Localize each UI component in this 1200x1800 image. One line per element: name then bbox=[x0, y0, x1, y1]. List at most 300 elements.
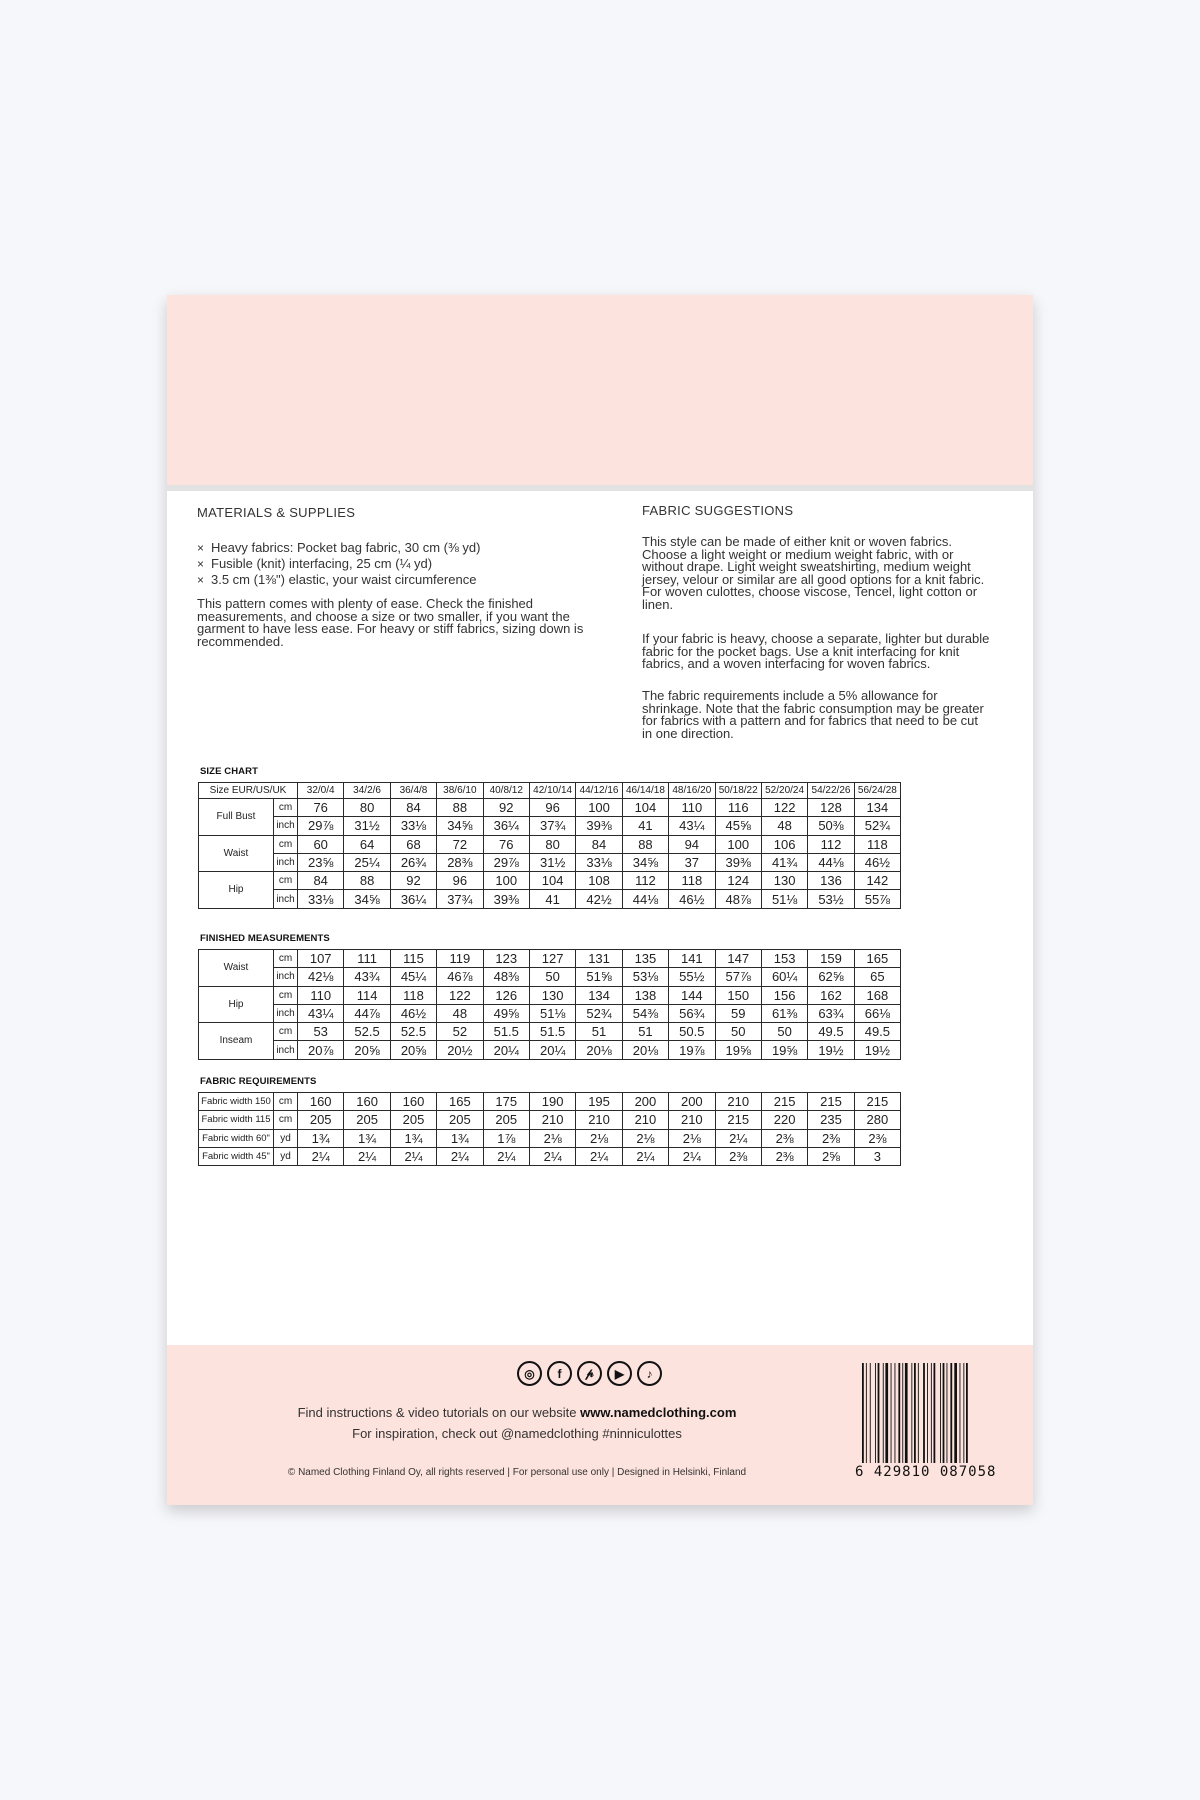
finished-cell: 19⅝ bbox=[761, 1041, 807, 1059]
size-chart-cell: 23⅝ bbox=[298, 853, 344, 871]
fabric-suggestions-paragraph-3 bbox=[642, 690, 1012, 740]
finished-cell: 51 bbox=[622, 1023, 668, 1041]
finished-cell: 168 bbox=[854, 986, 900, 1004]
finished-cell: 51⅝ bbox=[576, 968, 622, 986]
size-chart-cell: 45⅝ bbox=[715, 817, 761, 835]
finished-cell: 45¼ bbox=[390, 968, 436, 986]
barcode-number: 6 429810 087058 bbox=[855, 1464, 997, 1480]
size-header-cell: 38/6/10 bbox=[437, 783, 483, 799]
fabric-suggestions-paragraph-2 bbox=[642, 633, 1012, 671]
barcode-bar bbox=[911, 1363, 912, 1463]
fabric-p3-line: in one direction. bbox=[642, 725, 734, 741]
barcode-bar bbox=[878, 1363, 880, 1463]
fabric-req-unit: yd bbox=[274, 1129, 298, 1147]
size-chart-cell: 92 bbox=[390, 872, 436, 890]
finished-cell: 49.5 bbox=[808, 1023, 854, 1041]
fabric-req-cell: 200 bbox=[669, 1093, 715, 1111]
size-chart-cell: 104 bbox=[622, 799, 668, 817]
barcode-bar bbox=[870, 1363, 871, 1463]
finished-cell: 20⅝ bbox=[344, 1041, 390, 1059]
size-chart-unit: cm bbox=[274, 835, 298, 853]
size-chart-cell: 112 bbox=[808, 835, 854, 853]
size-chart-cell: 33⅛ bbox=[390, 817, 436, 835]
size-chart-cell: 43¼ bbox=[669, 817, 715, 835]
size-chart-cell: 118 bbox=[669, 872, 715, 890]
barcode bbox=[862, 1363, 1002, 1473]
finished-cell: 111 bbox=[344, 950, 390, 968]
size-chart-label: Hip bbox=[199, 872, 274, 909]
barcode-bar bbox=[862, 1363, 864, 1463]
size-chart-cell: 88 bbox=[344, 872, 390, 890]
fabric-p1-line: This style can be made of either knit or woven fabrics. bbox=[642, 534, 952, 549]
finished-cell: 119 bbox=[437, 950, 483, 968]
finished-cell: 165 bbox=[854, 950, 900, 968]
fabric-req-cell: 2¼ bbox=[715, 1129, 761, 1147]
barcode-bar bbox=[947, 1363, 948, 1463]
finished-cell: 65 bbox=[854, 968, 900, 986]
pinterest-icon[interactable]: 𝓅 bbox=[577, 1361, 602, 1386]
finished-cell: 50 bbox=[529, 968, 575, 986]
finished-cell: 44⅞ bbox=[344, 1004, 390, 1022]
finished-cell: 19⅞ bbox=[669, 1041, 715, 1059]
size-chart-cell: 88 bbox=[437, 799, 483, 817]
fabric-req-cell: 210 bbox=[576, 1111, 622, 1129]
finished-cell: 131 bbox=[576, 950, 622, 968]
size-chart-cell: 42½ bbox=[576, 890, 622, 908]
size-chart-cell: 29⅞ bbox=[298, 817, 344, 835]
finished-cell: 20¼ bbox=[483, 1041, 529, 1059]
finished-cell: 52¾ bbox=[576, 1004, 622, 1022]
size-chart-cell: 37 bbox=[669, 853, 715, 871]
fabric-req-cell: 175 bbox=[483, 1093, 529, 1111]
size-chart-cell: 96 bbox=[529, 799, 575, 817]
finished-cell: 61⅜ bbox=[761, 1004, 807, 1022]
size-chart-cell: 84 bbox=[576, 835, 622, 853]
finished-label: Hip bbox=[199, 986, 274, 1023]
barcode-bar bbox=[927, 1363, 928, 1463]
fabric-p3-line: for fabrics with a pattern and for fabrics that need to be cut bbox=[642, 713, 979, 729]
fabric-req-cell: 2⅜ bbox=[761, 1129, 807, 1147]
size-chart-row bbox=[199, 835, 901, 853]
facebook-icon[interactable]: f bbox=[547, 1361, 572, 1386]
finished-cell: 53 bbox=[298, 1023, 344, 1041]
fabric-req-cell: 2¼ bbox=[390, 1147, 436, 1165]
size-chart-cell: 124 bbox=[715, 872, 761, 890]
fabric-req-cell: 2⅛ bbox=[669, 1129, 715, 1147]
fabric-req-unit: yd bbox=[274, 1147, 298, 1165]
fabric-req-unit: cm bbox=[274, 1093, 298, 1111]
size-chart-cell: 28⅜ bbox=[437, 853, 483, 871]
size-chart-cell: 84 bbox=[298, 872, 344, 890]
finished-row bbox=[199, 968, 901, 986]
finished-cell: 49⅝ bbox=[483, 1004, 529, 1022]
tiktok-icon[interactable]: ♪ bbox=[637, 1361, 662, 1386]
materials-note-line: measurements, and choose a size or two smaller, if you want the bbox=[197, 608, 570, 624]
size-header-cell: 32/0/4 bbox=[298, 783, 344, 799]
website-line bbox=[167, 1405, 867, 1420]
finished-unit: cm bbox=[274, 950, 298, 968]
finished-cell: 50 bbox=[715, 1023, 761, 1041]
finished-cell: 42⅛ bbox=[298, 968, 344, 986]
youtube-icon[interactable]: ▶ bbox=[607, 1361, 632, 1386]
finished-cell: 19½ bbox=[854, 1041, 900, 1059]
finished-cell: 20⅝ bbox=[390, 1041, 436, 1059]
size-chart-unit: inch bbox=[274, 817, 298, 835]
fabric-p1-line: without drape. Light weight sweatshirting, medium weight bbox=[642, 559, 971, 575]
size-chart-cell: 48⅞ bbox=[715, 890, 761, 908]
finished-cell: 51 bbox=[576, 1023, 622, 1041]
barcode-bar bbox=[918, 1363, 919, 1463]
size-header-cell: 44/12/16 bbox=[576, 783, 622, 799]
fabric-req-cell: 2¼ bbox=[437, 1147, 483, 1165]
size-chart-cell: 130 bbox=[761, 872, 807, 890]
inspiration-line: For inspiration, check out @namedclothing #ninniculottes bbox=[352, 1426, 682, 1441]
finished-row bbox=[199, 1041, 901, 1059]
size-chart-cell: 88 bbox=[622, 835, 668, 853]
finished-cell: 60¼ bbox=[761, 968, 807, 986]
size-chart-unit: inch bbox=[274, 890, 298, 908]
finished-cell: 54⅜ bbox=[622, 1004, 668, 1022]
size-chart-cell: 31½ bbox=[344, 817, 390, 835]
fabric-req-cell: 205 bbox=[298, 1111, 344, 1129]
barcode-bar bbox=[954, 1363, 957, 1463]
size-header-cell: 50/18/22 bbox=[715, 783, 761, 799]
size-chart-cell: 26¾ bbox=[390, 853, 436, 871]
size-chart-cell: 108 bbox=[576, 872, 622, 890]
fabric-req-cell: 3 bbox=[854, 1147, 900, 1165]
size-chart-row bbox=[199, 853, 901, 871]
finished-cell: 153 bbox=[761, 950, 807, 968]
finished-cell: 110 bbox=[298, 986, 344, 1004]
fabric-req-cell: 210 bbox=[529, 1111, 575, 1129]
fabric-req-cell: 210 bbox=[715, 1093, 761, 1111]
materials-heading: MATERIALS & SUPPLIES bbox=[197, 505, 356, 520]
size-chart-cell: 100 bbox=[483, 872, 529, 890]
bullet-x-icon: × bbox=[197, 541, 205, 555]
size-chart-cell: 33⅛ bbox=[576, 853, 622, 871]
barcode-bar bbox=[931, 1363, 932, 1463]
barcode-bar bbox=[885, 1363, 888, 1463]
fabric-p1-line: For woven culottes, choose viscose, Tencel, light cotton or bbox=[642, 584, 978, 600]
fabric-p2-line: fabrics, and a woven interfacing for woven fabrics. bbox=[642, 656, 931, 672]
size-chart-cell: 142 bbox=[854, 872, 900, 890]
size-chart-title: SIZE CHART bbox=[200, 766, 258, 777]
fabric-req-cell: 2⅛ bbox=[529, 1129, 575, 1147]
fabric-req-cell: 2¼ bbox=[669, 1147, 715, 1165]
size-header-cell: 54/22/26 bbox=[808, 783, 854, 799]
barcode-bar bbox=[875, 1363, 876, 1463]
size-chart-cell: 33⅛ bbox=[298, 890, 344, 908]
finished-cell: 46½ bbox=[390, 1004, 436, 1022]
finished-measurements-title: FINISHED MEASUREMENTS bbox=[200, 933, 330, 944]
fabric-req-cell: 205 bbox=[390, 1111, 436, 1129]
barcode-bar bbox=[898, 1363, 900, 1463]
size-chart-cell: 72 bbox=[437, 835, 483, 853]
size-chart-cell: 50⅜ bbox=[808, 817, 854, 835]
fabric-req-cell: 2¼ bbox=[344, 1147, 390, 1165]
finished-row bbox=[199, 986, 901, 1004]
fabric-req-cell: 210 bbox=[669, 1111, 715, 1129]
barcode-bar bbox=[923, 1363, 925, 1463]
size-chart-row bbox=[199, 799, 901, 817]
finished-cell: 135 bbox=[622, 950, 668, 968]
size-chart-cell: 48 bbox=[761, 817, 807, 835]
finished-cell: 20½ bbox=[437, 1041, 483, 1059]
website-link[interactable]: www.namedclothing.com bbox=[580, 1405, 737, 1420]
fabric-req-cell: 235 bbox=[808, 1111, 854, 1129]
fabric-req-cell: 1⅞ bbox=[483, 1129, 529, 1147]
barcode-bar bbox=[963, 1363, 964, 1463]
fabric-req-cell: 215 bbox=[854, 1093, 900, 1111]
fabric-req-row bbox=[199, 1129, 901, 1147]
size-chart-cell: 76 bbox=[298, 799, 344, 817]
size-chart-cell: 44⅛ bbox=[808, 853, 854, 871]
size-header-cell: 34/2/6 bbox=[344, 783, 390, 799]
size-chart-cell: 116 bbox=[715, 799, 761, 817]
size-chart-cell: 84 bbox=[390, 799, 436, 817]
fabric-suggestions-paragraph-1 bbox=[642, 536, 1012, 612]
finished-cell: 57⅞ bbox=[715, 968, 761, 986]
finished-cell: 52 bbox=[437, 1023, 483, 1041]
social-icons bbox=[517, 1361, 662, 1386]
finished-cell: 53⅛ bbox=[622, 968, 668, 986]
barcode-bar bbox=[950, 1363, 952, 1463]
finished-cell: 130 bbox=[529, 986, 575, 1004]
instagram-icon[interactable]: ◎ bbox=[517, 1361, 542, 1386]
fabric-req-label: Fabric width 60" bbox=[199, 1129, 274, 1147]
finished-row bbox=[199, 1023, 901, 1041]
materials-item bbox=[197, 540, 481, 556]
fabric-req-cell: 2¼ bbox=[622, 1147, 668, 1165]
size-chart-cell: 31½ bbox=[529, 853, 575, 871]
size-header-label: Size EUR/US/UK bbox=[199, 783, 298, 799]
finished-cell: 118 bbox=[390, 986, 436, 1004]
barcode-bar bbox=[940, 1363, 941, 1463]
size-header-cell: 36/4/8 bbox=[390, 783, 436, 799]
finished-cell: 134 bbox=[576, 986, 622, 1004]
finished-cell: 115 bbox=[390, 950, 436, 968]
fabric-p2-line: fabric for the pocket bags. Use a knit interfacing for knit bbox=[642, 643, 960, 659]
fabric-req-cell: 200 bbox=[622, 1093, 668, 1111]
fabric-req-cell: 210 bbox=[622, 1111, 668, 1129]
finished-cell: 55½ bbox=[669, 968, 715, 986]
size-header-cell: 56/24/28 bbox=[854, 783, 900, 799]
size-chart-cell: 134 bbox=[854, 799, 900, 817]
finished-cell: 150 bbox=[715, 986, 761, 1004]
bullet-x-icon: × bbox=[197, 557, 205, 571]
fabric-req-row bbox=[199, 1093, 901, 1111]
size-header-cell: 52/20/24 bbox=[761, 783, 807, 799]
size-chart-cell: 34⅝ bbox=[437, 817, 483, 835]
barcode-bar bbox=[866, 1363, 867, 1463]
finished-cell: 50.5 bbox=[669, 1023, 715, 1041]
finished-cell: 156 bbox=[761, 986, 807, 1004]
finished-cell: 59 bbox=[715, 1004, 761, 1022]
fabric-req-cell: 215 bbox=[761, 1093, 807, 1111]
barcode-bar bbox=[960, 1363, 961, 1463]
finished-cell: 49.5 bbox=[854, 1023, 900, 1041]
finished-cell: 52.5 bbox=[344, 1023, 390, 1041]
fabric-requirements-table bbox=[198, 1092, 901, 1166]
barcode-bar bbox=[934, 1363, 936, 1463]
size-chart-cell: 100 bbox=[576, 799, 622, 817]
fabric-req-label: Fabric width 115 bbox=[199, 1111, 274, 1129]
size-chart-cell: 76 bbox=[483, 835, 529, 853]
finished-cell: 66⅛ bbox=[854, 1004, 900, 1022]
finished-cell: 48 bbox=[437, 1004, 483, 1022]
size-chart-cell: 92 bbox=[483, 799, 529, 817]
size-header-cell: 46/14/18 bbox=[622, 783, 668, 799]
fabric-req-cell: 2⅜ bbox=[854, 1129, 900, 1147]
size-chart-cell: 122 bbox=[761, 799, 807, 817]
finished-row bbox=[199, 950, 901, 968]
fabric-req-cell: 2¼ bbox=[576, 1147, 622, 1165]
fabric-req-cell: 190 bbox=[529, 1093, 575, 1111]
size-chart-cell: 96 bbox=[437, 872, 483, 890]
fabric-req-cell: 215 bbox=[808, 1093, 854, 1111]
fabric-req-cell: 2¼ bbox=[529, 1147, 575, 1165]
fabric-req-cell: 2⅛ bbox=[622, 1129, 668, 1147]
fabric-req-cell: 2⅜ bbox=[808, 1129, 854, 1147]
barcode-bar bbox=[943, 1363, 945, 1463]
size-chart-row bbox=[199, 872, 901, 890]
fabric-req-cell: 160 bbox=[298, 1093, 344, 1111]
size-chart-cell: 34⅝ bbox=[344, 890, 390, 908]
fabric-req-cell: 2⅜ bbox=[715, 1147, 761, 1165]
materials-item bbox=[197, 556, 481, 572]
top-pink-band bbox=[167, 295, 1033, 491]
fabric-req-cell: 220 bbox=[761, 1111, 807, 1129]
finished-cell: 147 bbox=[715, 950, 761, 968]
materials-note bbox=[197, 598, 597, 648]
fabric-req-cell: 2⅝ bbox=[808, 1147, 854, 1165]
fabric-req-cell: 160 bbox=[390, 1093, 436, 1111]
size-chart-cell: 53½ bbox=[808, 890, 854, 908]
fabric-req-cell: 205 bbox=[344, 1111, 390, 1129]
finished-cell: 43¾ bbox=[344, 968, 390, 986]
fabric-req-label: Fabric width 150 bbox=[199, 1093, 274, 1111]
materials-item-text: 3.5 cm (1⅜") elastic, your waist circumference bbox=[211, 572, 477, 587]
size-header-cell: 40/8/12 bbox=[483, 783, 529, 799]
fabric-req-cell: 1¾ bbox=[437, 1129, 483, 1147]
size-chart-cell: 94 bbox=[669, 835, 715, 853]
size-chart-row bbox=[199, 890, 901, 908]
size-chart-cell: 37¾ bbox=[437, 890, 483, 908]
finished-cell: 127 bbox=[529, 950, 575, 968]
finished-cell: 107 bbox=[298, 950, 344, 968]
size-chart-cell: 64 bbox=[344, 835, 390, 853]
finished-cell: 46⅞ bbox=[437, 968, 483, 986]
fabric-req-cell: 215 bbox=[715, 1111, 761, 1129]
materials-item-text: Fusible (knit) interfacing, 25 cm (¼ yd) bbox=[211, 556, 433, 571]
website-line-prefix: Find instructions & video tutorials on our website bbox=[297, 1405, 581, 1420]
barcode-bar bbox=[966, 1363, 968, 1463]
size-header-cell: 42/10/14 bbox=[529, 783, 575, 799]
size-chart-cell: 34⅝ bbox=[622, 853, 668, 871]
finished-cell: 50 bbox=[761, 1023, 807, 1041]
size-chart-cell: 136 bbox=[808, 872, 854, 890]
finished-row bbox=[199, 1004, 901, 1022]
finished-cell: 20⅞ bbox=[298, 1041, 344, 1059]
size-header-row bbox=[199, 783, 901, 799]
size-chart-cell: 106 bbox=[761, 835, 807, 853]
fabric-requirements-title: FABRIC REQUIREMENTS bbox=[200, 1076, 317, 1087]
finished-cell: 19½ bbox=[808, 1041, 854, 1059]
size-chart-cell: 118 bbox=[854, 835, 900, 853]
finished-cell: 63¾ bbox=[808, 1004, 854, 1022]
fabric-req-unit: cm bbox=[274, 1111, 298, 1129]
size-chart-cell: 36¼ bbox=[483, 817, 529, 835]
fabric-req-cell: 160 bbox=[344, 1093, 390, 1111]
fabric-p3-line: shrinkage. Note that the fabric consumption may be greater bbox=[642, 700, 984, 716]
finished-unit: cm bbox=[274, 986, 298, 1004]
fabric-p1-line: jersey, velour or similar are all good options for a knit fabric. bbox=[642, 571, 985, 587]
fabric-suggestions-heading: FABRIC SUGGESTIONS bbox=[642, 503, 794, 518]
fabric-req-label: Fabric width 45" bbox=[199, 1147, 274, 1165]
finished-cell: 20⅛ bbox=[576, 1041, 622, 1059]
finished-cell: 48⅜ bbox=[483, 968, 529, 986]
size-chart-cell: 100 bbox=[715, 835, 761, 853]
size-chart-cell: 60 bbox=[298, 835, 344, 853]
size-chart-unit: cm bbox=[274, 799, 298, 817]
fabric-p2-line: If your fabric is heavy, choose a separate, lighter but durable bbox=[642, 631, 990, 646]
size-chart-cell: 80 bbox=[529, 835, 575, 853]
size-chart-table bbox=[198, 782, 901, 909]
size-chart-cell: 39⅜ bbox=[576, 817, 622, 835]
size-chart-cell: 68 bbox=[390, 835, 436, 853]
finished-cell: 43¼ bbox=[298, 1004, 344, 1022]
fabric-req-cell: 2¼ bbox=[483, 1147, 529, 1165]
materials-item bbox=[197, 572, 481, 588]
size-chart-unit: inch bbox=[274, 853, 298, 871]
barcode-bar bbox=[891, 1363, 892, 1463]
size-chart-label: Full Bust bbox=[199, 799, 274, 836]
finished-cell: 62⅝ bbox=[808, 968, 854, 986]
finished-unit: inch bbox=[274, 1004, 298, 1022]
fabric-p1-line: linen. bbox=[642, 596, 674, 612]
fabric-req-cell: 1¾ bbox=[344, 1129, 390, 1147]
finished-cell: 20¼ bbox=[529, 1041, 575, 1059]
size-chart-cell: 112 bbox=[622, 872, 668, 890]
fabric-req-cell: 2⅜ bbox=[761, 1147, 807, 1165]
fabric-req-cell: 2⅛ bbox=[576, 1129, 622, 1147]
finished-cell: 19⅝ bbox=[715, 1041, 761, 1059]
fabric-req-cell: 1¾ bbox=[298, 1129, 344, 1147]
size-chart-unit: cm bbox=[274, 872, 298, 890]
materials-note-line: This pattern comes with plenty of ease. Check the finished bbox=[197, 596, 534, 611]
size-chart-cell: 39⅜ bbox=[715, 853, 761, 871]
size-chart-cell: 46½ bbox=[854, 853, 900, 871]
finished-label: Inseam bbox=[199, 1023, 274, 1060]
size-chart-cell: 80 bbox=[344, 799, 390, 817]
finished-cell: 114 bbox=[344, 986, 390, 1004]
size-header-cell: 48/16/20 bbox=[669, 783, 715, 799]
size-chart-cell: 44⅛ bbox=[622, 890, 668, 908]
barcode-bar bbox=[914, 1363, 916, 1463]
fabric-req-cell: 195 bbox=[576, 1093, 622, 1111]
barcode-bar bbox=[883, 1363, 884, 1463]
size-chart-cell: 36¼ bbox=[390, 890, 436, 908]
copyright-text: © Named Clothing Finland Oy, all rights reserved | For personal use only | Designed in Helsinki, Finland bbox=[287, 1467, 747, 1478]
finished-label: Waist bbox=[199, 950, 274, 987]
size-chart-row bbox=[199, 817, 901, 835]
pattern-back-sheet bbox=[167, 295, 1033, 1505]
fabric-req-row bbox=[199, 1111, 901, 1129]
finished-cell: 141 bbox=[669, 950, 715, 968]
barcode-bar bbox=[905, 1363, 908, 1463]
fabric-p3-line: The fabric requirements include a 5% allowance for bbox=[642, 688, 938, 703]
size-chart-cell: 41 bbox=[622, 817, 668, 835]
